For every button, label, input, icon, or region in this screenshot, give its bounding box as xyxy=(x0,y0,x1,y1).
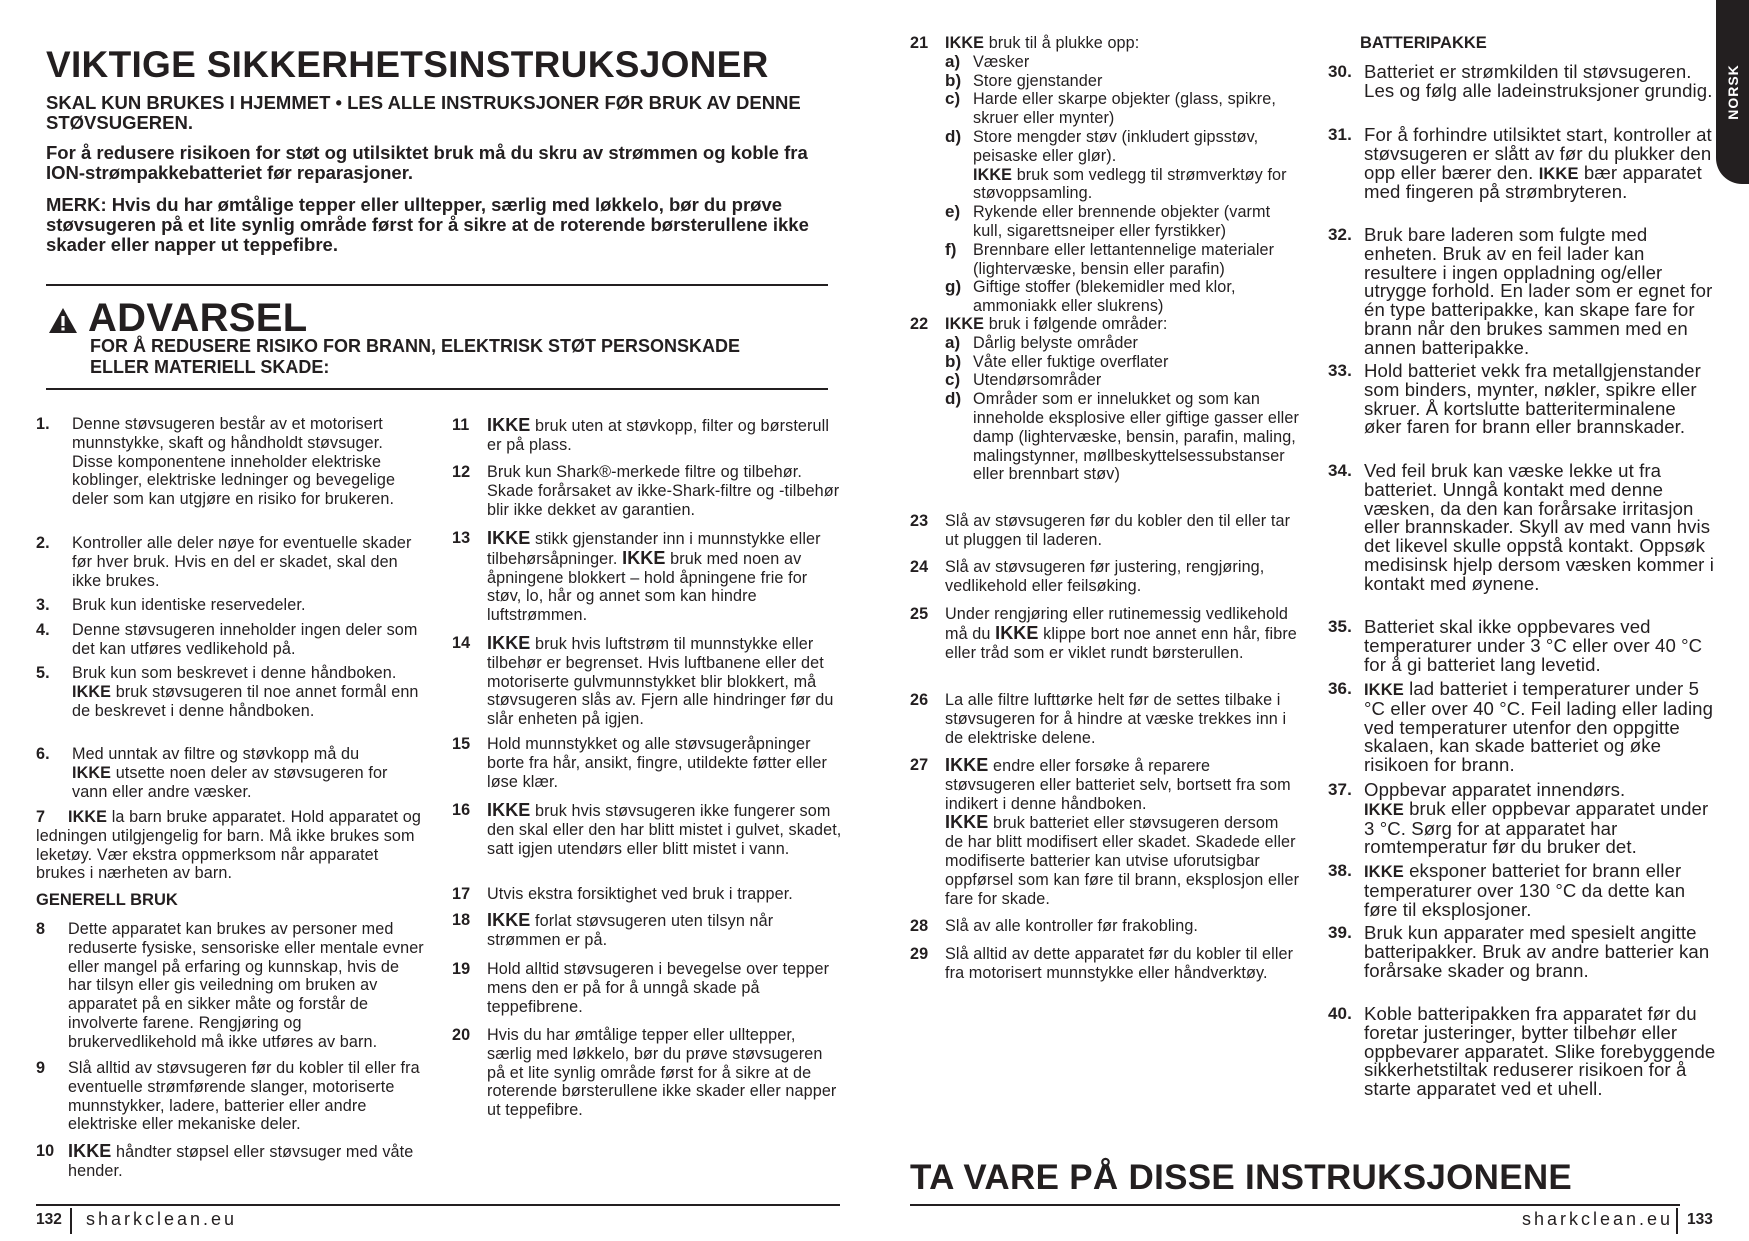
divider xyxy=(46,284,828,286)
list-item: 7 IKKE la barn bruke apparatet. Hold apparatet og ledningen utilgjengelig for barn. Må ikke brukes som leketøy. Vær ekstra oppmerksom når apparatet brukes i nærheten av barn. xyxy=(36,808,421,883)
list-item: 24 Slå av støvsugeren før justering, rengjøring, vedlikehold eller feilsøking. xyxy=(910,558,1265,595)
list-item: 12 Bruk kun Shark®-merkede filtre og tilbehør. Skade forårsaket av ikke-Shark-filtre og -tilbehør blir ikke dekket av garantien. xyxy=(452,463,840,519)
list-item: 21 IKKE bruk til å plukke opp: a) Væsker b) Store gjenstander c) Harde eller skarpe objekter (glass, spikre, skruer eller mynter) d) Store mengder støv (inkludert gipsstøv, peisaske eller glør). IKKE bruk som vedlegg til strømverktøy for støvoppsamling. e) Rykende eller brennende objekter (varmt kull, sigarettsneiper eller fyrstikker) f) Brennbare eller lettantennelige materialer (lightervæske, bensin eller parafin) g) Giftige stoffer (blekemidler med klor, ammoniakk eller slukrens) xyxy=(910,34,1287,316)
intro-note: MERK: Hvis du har ømtålige tepper eller ulltepper, særlig med løkkelo, bør du prøve støvsugeren på et lite synlig område først for å sikre at de roterende børsterullene ikke skader eller napper ut teppefibre. xyxy=(46,194,809,255)
page-number-right: 133 xyxy=(1687,1211,1713,1228)
list-item: 22 IKKE bruk i følgende områder: a) Dårlig belyste områder b) Våte eller fuktige overflater c) Utendørsområder d) Områder som er innelukket og som kan inneholde eksplosive eller giftige gasser eller damp (lightervæske, bensin, parafin, maling, malingstynner, møllbeskyttelsessubstanser eller brennbart støv) xyxy=(910,315,1299,484)
list-item: 19 Hold alltid støvsugeren i bevegelse over tepper mens den er på for å unngå skade på teppefibrene. xyxy=(452,960,830,1016)
list-item: 11 IKKE bruk uten at støvkopp, filter og børsterull er på plass. xyxy=(452,415,830,454)
list-item: 39. Bruk kun apparater med spesielt angitte batteripakker. Bruk av andre batterier kan forårsake skader og brann. xyxy=(1328,922,1710,981)
list-item: 4. Denne støvsugeren inneholder ingen deler som det kan utføres vedlikehold på. xyxy=(36,621,418,658)
list-item: 28 Slå av alle kontroller før frakobling. xyxy=(910,917,1199,935)
list-item: 34. Ved feil bruk kan væske lekke ut fra batteriet. Unngå kontakt med denne væsken, da den kan forårsake irritasjon eller brannskader. Skyll av med vann hvis det likevel skulle oppstå kontakt. Oppsøk medisinsk hjelp dersom væsken kommer i kontakt med øynene. xyxy=(1328,460,1714,594)
list-item: 16 IKKE bruk hvis støvsugeren ikke fungerer som den skal eller den har blitt mistet i gulvet, skadet, satt igjen utendørs eller blitt mistet i vann. xyxy=(452,800,842,858)
footer-rule xyxy=(910,1204,1680,1206)
divider xyxy=(46,388,828,390)
list-item: 10 IKKE håndter støpsel eller støvsuger med våte hender. xyxy=(36,1141,414,1180)
warning-title: ADVARSEL xyxy=(88,296,308,340)
site-url-right: sharkclean.eu xyxy=(1522,1209,1674,1229)
section-heading-battery: BATTERIPAKKE xyxy=(1360,34,1487,52)
list-item: 13 IKKE stikk gjenstander inn i munnstykke eller tilbehørsåpninger. IKKE bruk med noen av åpningene blokkert – hold åpningene frie for støv, lo, hår og annet som kan hindre luftstrømmen. xyxy=(452,528,821,625)
intro-power-off: For å redusere risikoen for støt og utilsiktet bruk må du skru av strømmen og koble fra ION-strømpakkebatteriet før reparasjoner. xyxy=(46,142,808,183)
page-title: VIKTIGE SIKKERHETSINSTRUKSJONER xyxy=(46,44,769,85)
footer-separator xyxy=(1676,1208,1678,1234)
list-item: 15 Hold munnstykket og alle støvsugeråpninger borte fra hår, ansikt, fingre, utildekte føtter eller løse klær. xyxy=(452,735,827,791)
footer-separator xyxy=(70,1208,72,1234)
list-item: 40. Koble batteripakken fra apparatet før du foretar justeringer, bytter tilbehør eller oppbevarer apparatet. Slike forebyggende sikkerhetstiltak reduserer risikoen for å starte apparatet ved et uhell. xyxy=(1328,1003,1716,1100)
list-item: 31. For å forhindre utilsiktet start, kontroller at støvsugeren er slått av før du plukker den opp eller bærer den. IKKE bær apparatet med fingeren på strømbryteren. xyxy=(1328,124,1712,203)
list-item: 6. Med unntak av filtre og støvkopp må du IKKE utsette noen deler av støvsugeren for vann eller andre væsker. xyxy=(36,745,388,801)
language-tab-label: NORSK xyxy=(1724,64,1741,120)
section-heading-general: GENERELL BRUK xyxy=(36,891,178,909)
list-item: 8 Dette apparatet kan brukes av personer med reduserte fysiske, sensoriske eller mentale evner eller mangel på erfaring og kunnskap, hvis de har tilsyn eller gis veiledning om bruken av apparatet på en sikker måte og forstår de involverte farene. Rengjøring og brukervedlikehold må ikke utføres av barn. xyxy=(36,920,424,1051)
intro-home-use: SKAL KUN BRUKES I HJEMMET • LES ALLE INSTRUKSJONER FØR BRUK AV DENNE STØVSUGEREN. xyxy=(46,92,801,133)
list-item: 27 IKKE endre eller forsøke å reparere støvsugeren eller batteriet selv, bortsett fra som indikert i denne håndboken. IKKE bruk batteriet eller støvsugeren dersom de har blitt modifisert eller skadet. Skadede eller modifiserte batterier kan utvise uforutsigbar oppførsel som kan føre til brann, eksplosjon eller fare for skade. xyxy=(910,755,1300,908)
page-number-left: 132 xyxy=(36,1211,62,1228)
keep-instructions-title: TA VARE PÅ DISSE INSTRUKSJONENE xyxy=(910,1158,1573,1197)
list-item: 5. Bruk kun som beskrevet i denne håndboken. IKKE bruk støvsugeren til noe annet formål enn de beskrevet i denne håndboken. xyxy=(36,664,419,720)
list-item: 32. Bruk bare laderen som fulgte med enheten. Bruk av en feil lader kan resultere i ingen oppladning og/eller utrygge forhold. En lader som er egnet for én type batteripakke, kan skape fare for brann når den brukes sammen med en annen batteripakke. xyxy=(1328,224,1713,358)
list-item: 25 Under rengjøring eller rutinemessig vedlikehold må du IKKE klippe bort noe annet enn hår, fibre eller tråd som er viklet rundt børsterullen. xyxy=(910,605,1297,662)
list-item: 29 Slå alltid av dette apparatet før du kobler til eller fra motorisert munnstykke eller håndverktøy. xyxy=(910,945,1294,982)
list-item: 23 Slå av støvsugeren før du kobler den til eller tar ut pluggen til laderen. xyxy=(910,512,1291,549)
list-item: 33. Hold batteriet vekk fra metallgjenstander som binders, mynter, nøkler, spikre eller skruer. Å kortslutte batteriterminalene øker faren for brann eller brannskader. xyxy=(1328,360,1701,438)
site-url-left: sharkclean.eu xyxy=(86,1209,238,1229)
list-item: 30. Batteriet er strømkilden til støvsugeren. Les og følg alle ladeinstruksjoner grundig. xyxy=(1328,61,1713,101)
list-item: 37. Oppbevar apparatet innendørs. IKKE bruk eller oppbevar apparatet under 3 °C. Sørg for at apparatet har romtemperatur før du bruker det. xyxy=(1328,779,1709,858)
warning-icon xyxy=(48,307,78,334)
footer-rule xyxy=(36,1204,840,1206)
list-item: 2. Kontroller alle deler nøye for eventuelle skader før hver bruk. Hvis en del er skadet, skal den ikke brukes. xyxy=(36,534,412,590)
list-item: 3. Bruk kun identiske reservedeler. xyxy=(36,596,306,614)
list-item: 20 Hvis du har ømtålige tepper eller ulltepper, særlig med løkkelo, bør du prøve støvsugeren på et lite synlig område først for å sikre at de roterende børsterullene ikke skader eller napper ut teppefibre. xyxy=(452,1026,837,1120)
list-item: 35. Batteriet skal ikke oppbevares ved temperaturer under 3 °C eller over 40 °C for å gi batteriet lang levetid. xyxy=(1328,616,1703,675)
list-item: 38. IKKE eksponer batteriet for brann eller temperaturer over 130 °C da dette kan føre til eksplosjoner. xyxy=(1328,860,1686,920)
list-item: 17 Utvis ekstra forsiktighet ved bruk i trapper. xyxy=(452,885,793,903)
list-item: 36. IKKE lad batteriet i temperaturer under 5 °C eller over 40 °C. Feil lading eller lading ved temperaturer utenfor den oppgitte skalaen, kan skade batteriet og øke risikoen for brann. xyxy=(1328,678,1714,776)
list-item: 14 IKKE bruk hvis luftstrøm til munnstykke eller tilbehør er begrenset. Hvis luftbanene eller det motoriserte gulvmunnstykket blir blokkert, må støvsugeren slås av. Fjern alle hindringer før du slår enheten på igjen. xyxy=(452,633,834,729)
list-item: 26 La alle filtre lufttørke helt før de settes tilbake i støvsugeren for å hindre at væske trekkes inn i de elektriske delene. xyxy=(910,691,1287,747)
list-item: 1. Denne støvsugeren består av et motorisert munnstykke, skaft og håndholdt støvsuger. Disse komponentene inneholder elektriske koblinger, elektriske ledninger og bevegelige deler som kan utgjøre en risiko for brukeren. xyxy=(36,415,396,509)
warning-subtitle: FOR Å REDUSERE RISIKO FOR BRANN, ELEKTRISK STØT PERSONSKADE ELLER MATERIELL SKADE: xyxy=(90,336,741,377)
list-item: 18 IKKE forlat støvsugeren uten tilsyn når strømmen er på. xyxy=(452,910,774,949)
list-item: 9 Slå alltid av støvsugeren før du kobler til eller fra eventuelle strømførende slanger, motoriserte munnstykker, ladere, batterier eller andre elektriske eller mekaniske deler. xyxy=(36,1059,420,1134)
